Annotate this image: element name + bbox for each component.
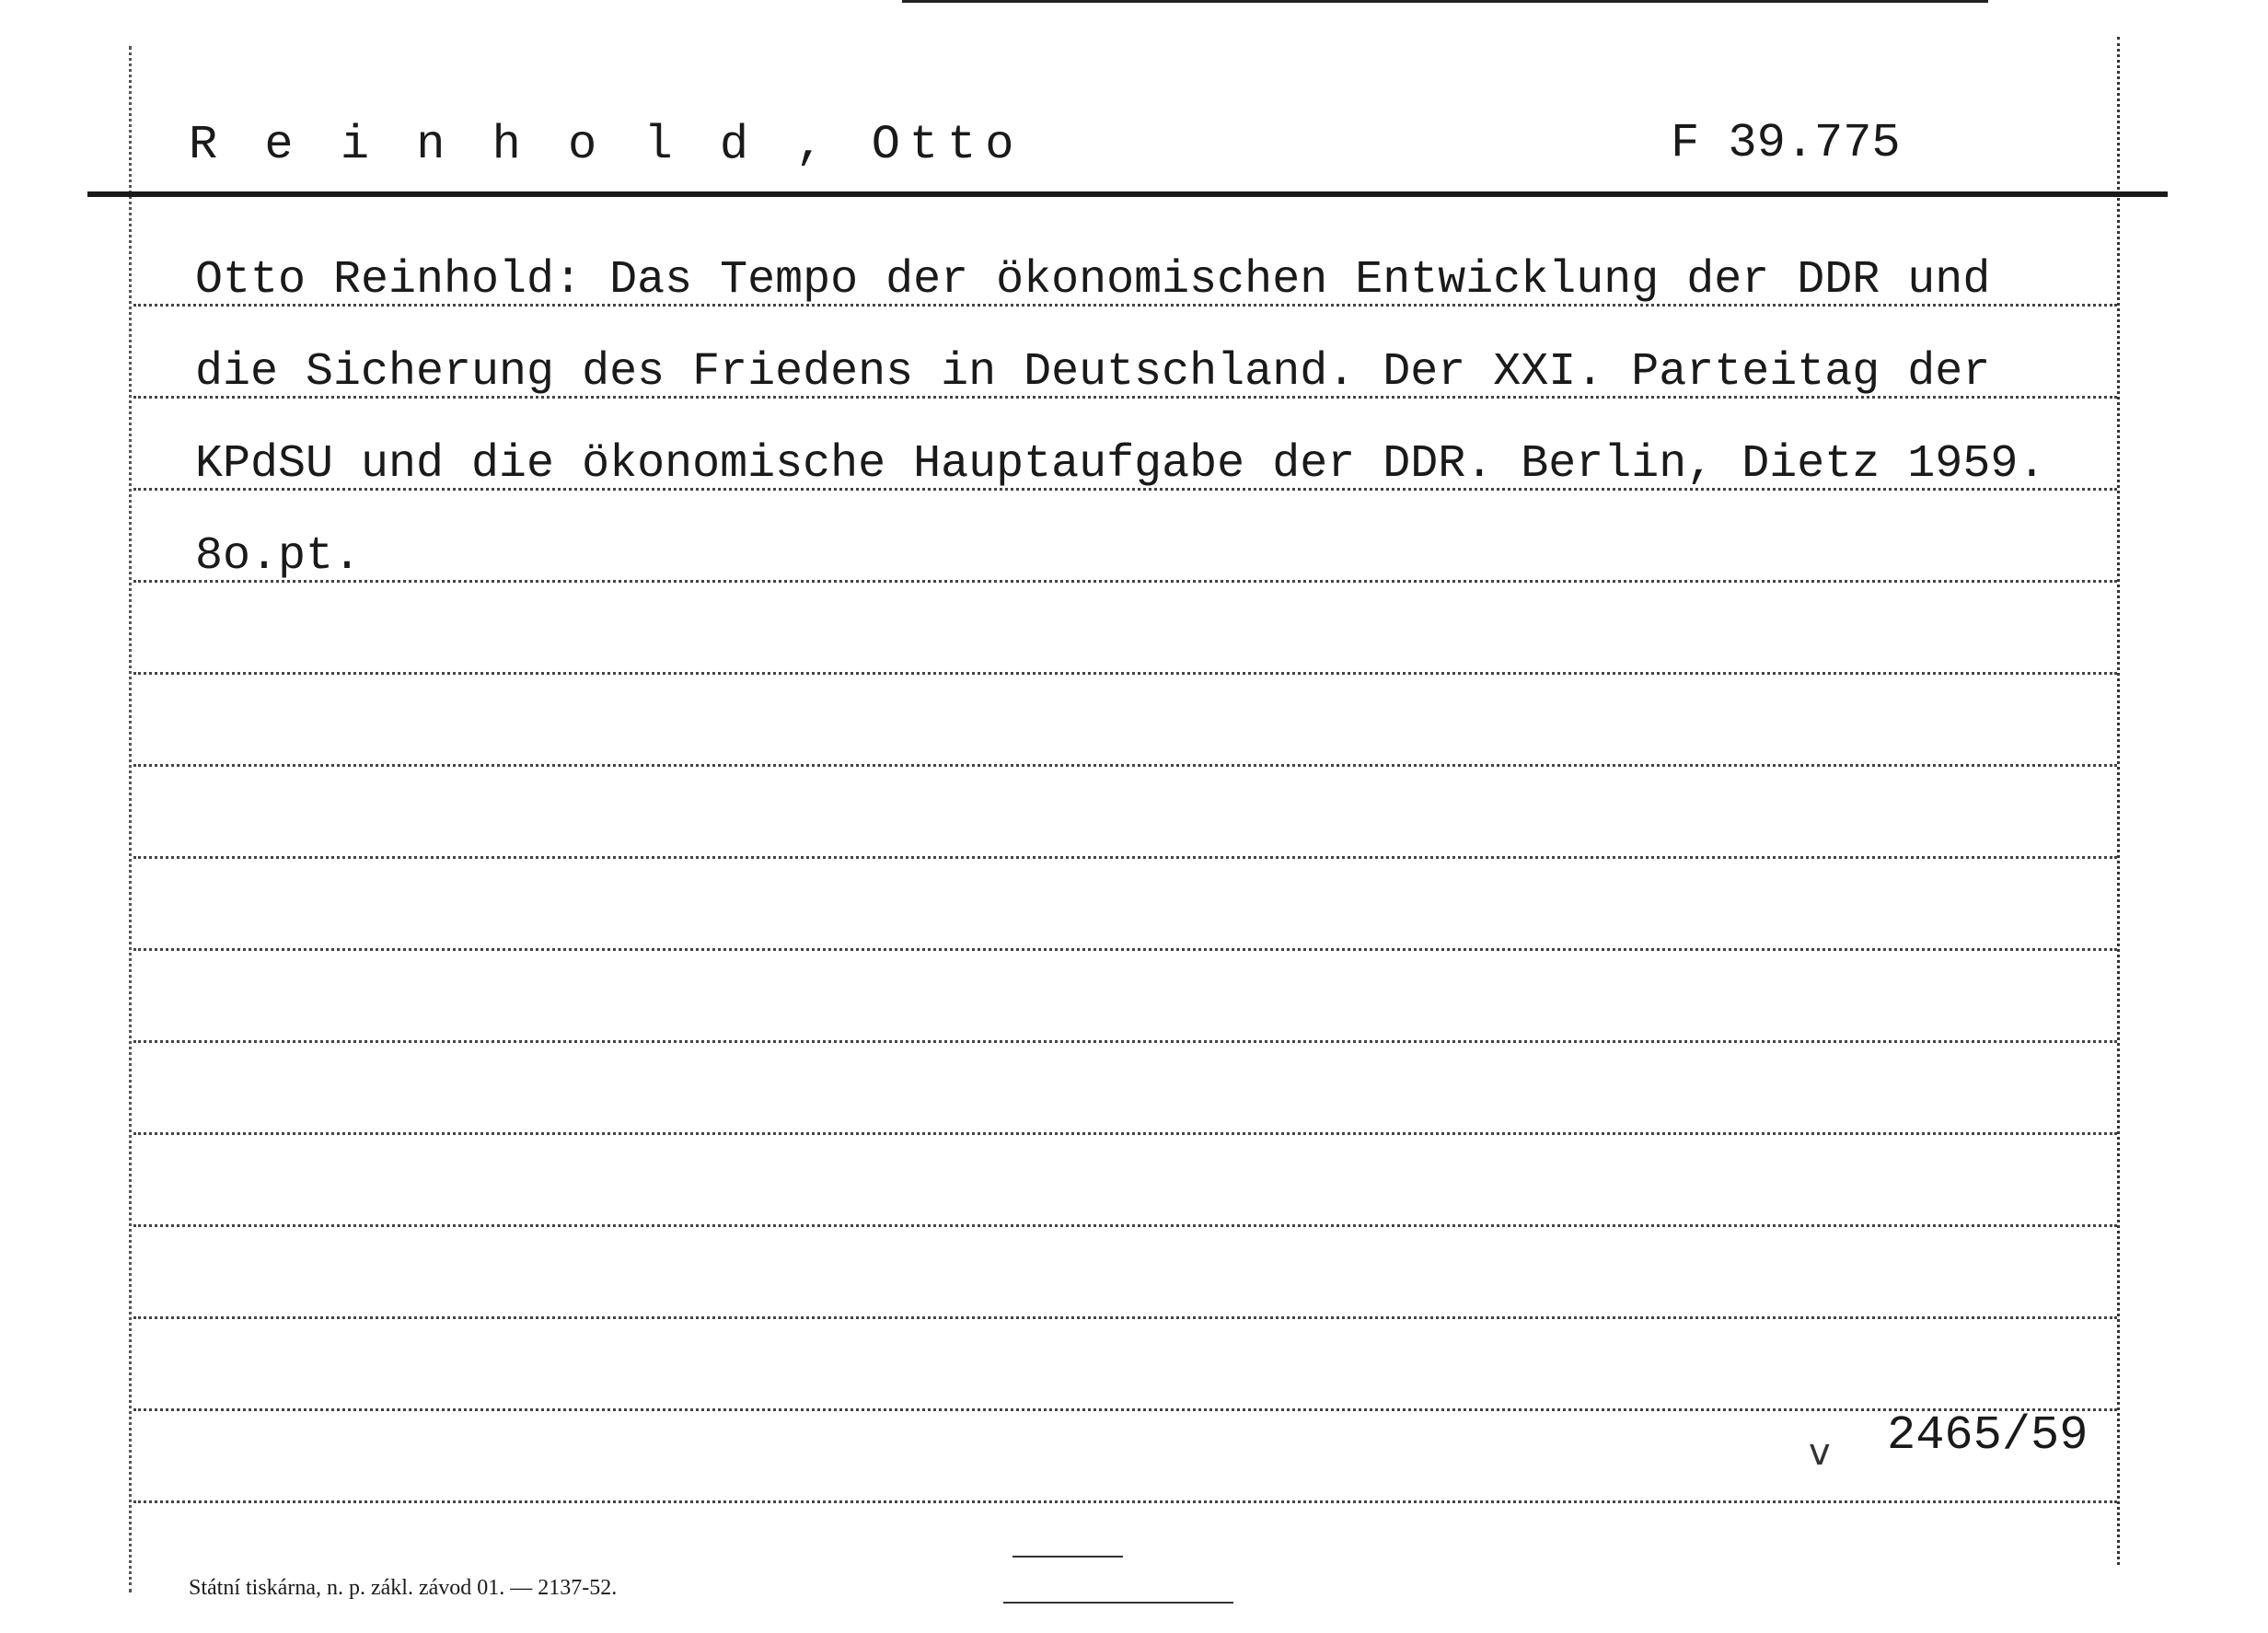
ruled-line (133, 1500, 2117, 1503)
printer-imprint: Státní tiskárna, n. p. zákl. závod 01. — 2137-52. (189, 1576, 618, 1600)
call-number: F 39.775 (1671, 116, 1901, 170)
bibliographic-description (195, 235, 2110, 603)
title-line: die Sicherung des Friedens in Deutschland. Der XXI. Parteitag der (195, 346, 1991, 399)
print-speck (1003, 1602, 1233, 1604)
ruled-line (133, 948, 2117, 951)
top-edge-rule (902, 0, 1988, 3)
ruled-line (133, 1408, 2117, 1411)
author-heading: R e i n h o l d , Otto (189, 118, 1024, 172)
left-margin-border (129, 46, 132, 1592)
print-speck (1012, 1556, 1123, 1558)
title-line: Otto Reinhold: Das Tempo der ökonomischen Entwicklung der DDR und (195, 254, 1991, 307)
ruled-line (133, 856, 2117, 859)
ruled-line (133, 1132, 2117, 1135)
title-line: KPdSU und die ökonomische Hauptaufgabe der DDR. Berlin, Dietz 1959. (195, 438, 2046, 491)
card-header (189, 118, 2122, 182)
ruled-line (133, 1224, 2117, 1227)
ruled-line (133, 1316, 2117, 1319)
format-line: 8o.pt. (195, 530, 362, 583)
right-margin-border (2117, 37, 2120, 1565)
header-rule (87, 191, 2168, 197)
ruled-line (133, 672, 2117, 675)
ruled-line (133, 1040, 2117, 1043)
ruled-line (133, 764, 2117, 767)
check-mark: v (1809, 1431, 1831, 1474)
accession-number: 2465/59 (1887, 1408, 2089, 1463)
